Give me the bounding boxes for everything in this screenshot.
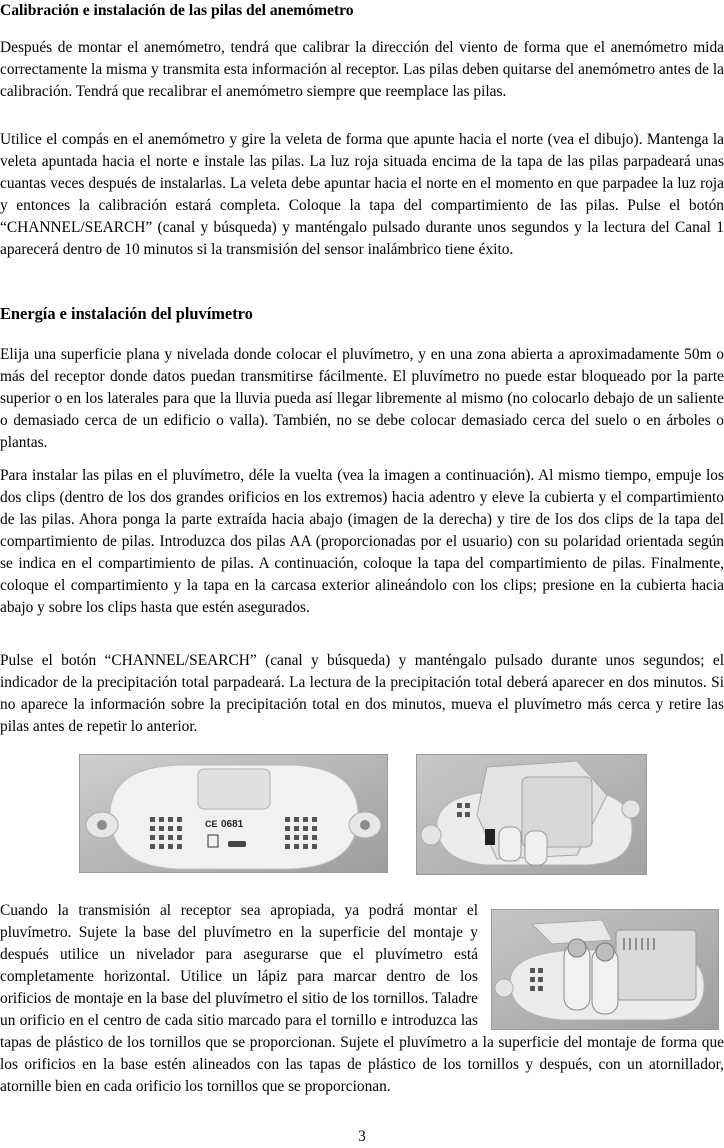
paragraph-rain-gauge-location: Elija una superficie plana y nivelada donde colocar el pluvímetro, y en una zona abierta a aproximadamente 50m o más del receptor donde datos puedan transmitirse fácilmente. El pluvímetro no puede estar bloqueado por la parte superior o en los laterales para que la lluvia pueda así llegar libremente al mismo (no colocarlo debajo de un saliente o demasiado cerca de un edificio o valla). También, no se debe colocar demasiado cerca del suelo o en árboles o plantas. xyxy=(0,346,724,451)
page-number: 3 xyxy=(358,1128,366,1145)
mounting-instructions-block xyxy=(0,900,724,1098)
paragraph-mounting-instructions: Cuando la transmisión al receptor sea apropiada, ya podrá montar el pluvímetro. Sujete la base del pluvímetro en la superficie del montaje y después utilice un nivelador para asegurarse que el pluvímetro está completamente horizontal. Utilice un lápiz para marcar dentro de los orificios de montaje en la base del pluvímetro el sitio de los tornillos. Taladre un orificio en el centro de cada sitio marcado para el tornillo e introduzca las tapas de plástico de los tornillos que se proporcionan. Sujete el pluvímetro a la superficie del montaje de forma que los orificios en la base estén alineados con las tapas de plástico de los tornillos y después, con un atornillador, atornille bien en cada orificio los tornillos que se proporcionan. xyxy=(0,902,724,1095)
svg-text:CE: CE xyxy=(205,819,218,829)
certification-label: 0681 xyxy=(221,819,244,830)
paragraph-channel-search: Pulse el botón “CHANNEL/SEARCH” (canal y búsqueda) y manténgalo pulsado durante unos segundos; el indicador de la precipitación total parpadeará. La lectura de la precipitación total deberá aparecer en dos minutos. Si no aparece la información sobre la precipitación total en dos minutos, mueva el pluvímetro más cerca y retire las pilas antes de repetir lo anterior. xyxy=(0,652,724,735)
rain-gauge-underside-photo xyxy=(79,754,388,873)
paragraph-calibration-steps: Utilice el compás en el anemómetro y gire la veleta de forma que apunte hacia el norte (vea el dibujo). Mantenga la veleta apuntada hacia el norte e instale las pilas. La luz roja situada encima de la tapa de las pilas parpadeará unas cuantas veces después de instalarlas. La veleta debe apuntar hacia el norte en el momento en que parpadee la luz roja y entonces la calibración estará completa. Coloque la tapa del compartimiento de las pilas. Pulse el botón “CHANNEL/SEARCH” (canal y búsqueda) y manténgalo pulsado durante unos segundos y la lectura del Canal 1 aparecerá dentro de 10 minutos si la transmisión del sensor inalámbrico tiene éxito. xyxy=(0,131,724,258)
battery-compartment-lifted-photo xyxy=(416,754,647,875)
image-wrap-spacer xyxy=(478,900,724,1030)
paragraph-calibration-intro: Después de montar el anemómetro, tendrá que calibrar la dirección del viento de forma que el anemómetro mida correctamente la misma y transmita esta información al receptor. Las pilas deben quitarse del anemómetro antes de la calibración. Tendrá que recalibrar el anemómetro siempre que reemplace las pilas. xyxy=(0,39,724,100)
paragraph-battery-install: Para instalar las pilas en el pluvímetro, déle la vuelta (vea la imagen a continuación). Al mismo tiempo, empuje los dos clips (dentro de los dos grandes orificios en los extremos) hacia adentro y eleve la cubierta y el compartimiento de las pilas. Ahora ponga la parte extraída hacia abajo (imagen de la derecha) y tire de los dos clips de la tapa del compartimiento de pilas. Introduzca dos pilas AA (proporcionadas por el usuario) con su polaridad orientada según se indica en el compartimiento de pilas. A continuación, coloque la tapa del compartimiento de pilas. Finalmente, coloque el compartimiento y la tapa en la carcasa exterior alineándolo con los clips; presione en la cubierta hacia abajo y sobre los clips hasta que estén asegurados. xyxy=(0,467,724,616)
heading-rain-gauge-install: Energía e instalación del pluvímetro xyxy=(0,304,253,323)
heading-anemometer-calibration: Calibración e instalación de las pilas del anemómetro xyxy=(0,2,354,19)
